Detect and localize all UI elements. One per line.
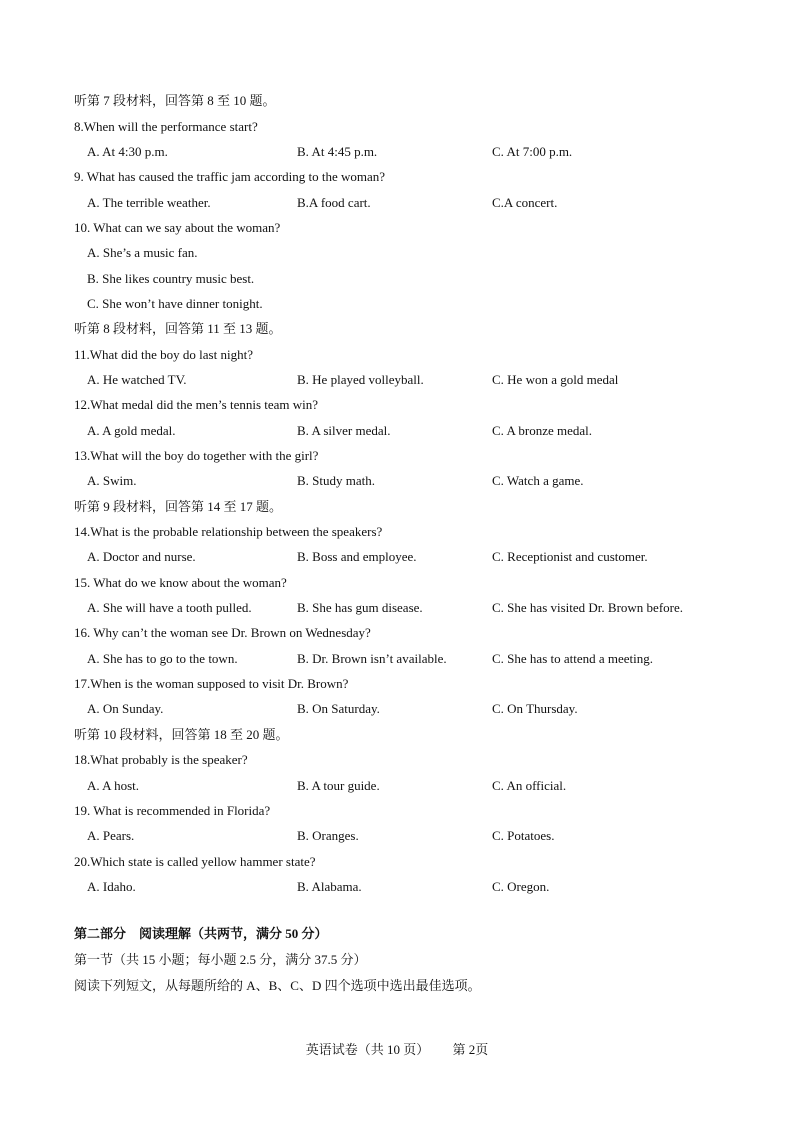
question-stem: 16. Why can’t the woman see Dr. Brown on Wednesday? — [74, 625, 371, 640]
option-a: A. At 4:30 p.m. — [87, 144, 168, 159]
page-footer — [0, 1039, 794, 1058]
option-b: B. A tour guide. — [297, 778, 380, 793]
options-row — [0, 421, 794, 441]
footer-page-number: 第 2页 — [452, 1042, 489, 1057]
question-row — [0, 750, 794, 770]
option-text: B. She likes country music best. — [87, 271, 255, 286]
option-c: C. Receptionist and customer. — [492, 549, 648, 564]
options-row — [0, 598, 794, 618]
question-stem: 9. What has caused the traffic jam according to the woman? — [74, 169, 386, 184]
options-row — [0, 471, 794, 491]
option-b: B. Oranges. — [297, 828, 359, 843]
options-row — [0, 142, 794, 162]
option-a: A. Swim. — [87, 473, 137, 488]
section-instruction: 听第 10 段材料，回答第 18 至 20 题。 — [74, 727, 289, 742]
section-instruction: 听第 8 段材料，回答第 11 至 13 题。 — [74, 321, 282, 336]
option-text: C. She won’t have dinner tonight. — [87, 296, 263, 311]
options-row — [0, 826, 794, 846]
question-row — [0, 522, 794, 542]
option-c: C. Oregon. — [492, 879, 550, 894]
question-stem: 19. What is recommended in Florida? — [74, 803, 271, 818]
option-c: C. He won a gold medal — [492, 372, 619, 387]
section-instruction-row — [0, 319, 794, 339]
option-c: C. On Thursday. — [492, 701, 578, 716]
part-title-row — [0, 924, 794, 944]
option-row — [0, 243, 794, 263]
question-row — [0, 801, 794, 821]
question-stem: 11.What did the boy do last night? — [74, 347, 253, 362]
option-b: B.A food cart. — [297, 195, 371, 210]
section-instruction-row — [0, 497, 794, 517]
part-title: 第二部分 阅读理解（共两节，满分 50 分） — [74, 926, 328, 941]
question-row — [0, 117, 794, 137]
option-a: A. A gold medal. — [87, 423, 176, 438]
section-instruction: 第一节（共 15 小题；每小题 2.5 分，满分 37.5 分） — [74, 952, 367, 967]
option-a: A. A host. — [87, 778, 140, 793]
section-instruction-row — [0, 950, 794, 970]
option-b: B. She has gum disease. — [297, 600, 423, 615]
option-b: B. Study math. — [297, 473, 376, 488]
question-row — [0, 167, 794, 187]
question-stem: 17.When is the woman supposed to visit Dr. Brown? — [74, 676, 349, 691]
question-stem: 8.When will the performance start? — [74, 119, 258, 134]
option-text: A. She’s a music fan. — [87, 245, 198, 260]
option-b: B. On Saturday. — [297, 701, 380, 716]
option-b: B. A silver medal. — [297, 423, 391, 438]
question-row — [0, 573, 794, 593]
options-row — [0, 193, 794, 213]
footer-exam-name: 英语试卷（共 10 页） — [305, 1042, 430, 1057]
section-instruction-row — [0, 91, 794, 111]
question-stem: 18.What probably is the speaker? — [74, 752, 248, 767]
option-a: A. He watched TV. — [87, 372, 187, 387]
option-c: C. Potatoes. — [492, 828, 555, 843]
question-row — [0, 623, 794, 643]
question-row — [0, 674, 794, 694]
option-a: A. She will have a tooth pulled. — [87, 600, 252, 615]
option-row — [0, 294, 794, 314]
option-a: A. Pears. — [87, 828, 135, 843]
option-c: C.A concert. — [492, 195, 558, 210]
question-stem: 15. What do we know about the woman? — [74, 575, 287, 590]
question-row — [0, 345, 794, 365]
section-instruction-row — [0, 725, 794, 745]
option-c: C. Watch a game. — [492, 473, 584, 488]
option-c: C. An official. — [492, 778, 567, 793]
question-stem: 14.What is the probable relationship between the speakers? — [74, 524, 383, 539]
section-instruction: 阅读下列短文，从每题所给的 A、B、C、D 四个选项中选出最佳选项。 — [74, 978, 481, 993]
question-stem: 12.What medal did the men’s tennis team win? — [74, 397, 319, 412]
question-stem: 20.Which state is called yellow hammer state? — [74, 854, 316, 869]
option-c: C. She has to attend a meeting. — [492, 651, 654, 666]
section-instruction: 听第 9 段材料，回答第 14 至 17 题。 — [74, 499, 283, 514]
options-row — [0, 776, 794, 796]
option-b: B. He played volleyball. — [297, 372, 424, 387]
option-b: B. Alabama. — [297, 879, 362, 894]
option-row — [0, 269, 794, 289]
option-c: C. A bronze medal. — [492, 423, 593, 438]
option-a: A. She has to go to the town. — [87, 651, 238, 666]
option-b: B. Dr. Brown isn’t available. — [297, 651, 447, 666]
option-a: A. Doctor and nurse. — [87, 549, 196, 564]
question-row — [0, 446, 794, 466]
option-b: B. Boss and employee. — [297, 549, 417, 564]
options-row — [0, 699, 794, 719]
options-row — [0, 649, 794, 669]
section-instruction-row — [0, 976, 794, 996]
options-row — [0, 370, 794, 390]
question-stem: 13.What will the boy do together with the girl? — [74, 448, 319, 463]
option-a: A. On Sunday. — [87, 701, 164, 716]
options-row — [0, 877, 794, 897]
option-a: A. Idaho. — [87, 879, 136, 894]
section-instruction: 听第 7 段材料，回答第 8 至 10 题。 — [74, 93, 276, 108]
option-c: C. At 7:00 p.m. — [492, 144, 573, 159]
question-row — [0, 218, 794, 238]
option-b: B. At 4:45 p.m. — [297, 144, 378, 159]
question-stem: 10. What can we say about the woman? — [74, 220, 281, 235]
option-a: A. The terrible weather. — [87, 195, 211, 210]
options-row — [0, 547, 794, 567]
question-row — [0, 852, 794, 872]
option-c: C. She has visited Dr. Brown before. — [492, 600, 684, 615]
question-row — [0, 395, 794, 415]
